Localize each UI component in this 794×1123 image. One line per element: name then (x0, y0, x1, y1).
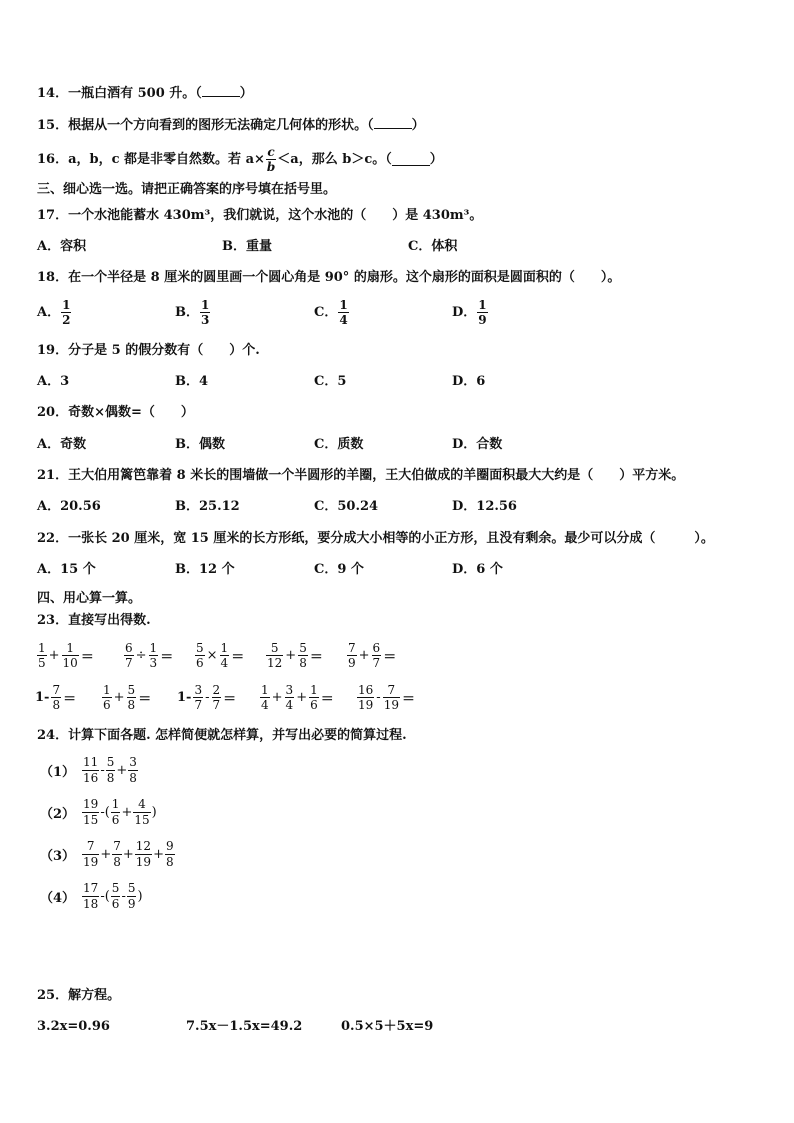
fraction: 17 18 (83, 881, 99, 911)
option-c[interactable]: C． $\frac{1}{4}$ (314, 298, 348, 327)
fraction: $\frac{2}{7}$ (212, 683, 221, 712)
fraction: $\frac{1}{3}$ (201, 298, 210, 327)
option-d[interactable]: D． $\frac{1}{9}$ (452, 298, 487, 327)
fraction: 5 9 (127, 881, 136, 911)
calc-item-4: （4） 17 18 -( 5 6 - 5 9 ) (40, 881, 143, 911)
fraction: $\frac{c}{b}$ (266, 145, 276, 174)
calc-item-2: （2） 19 15 -( 1 6 + $\frac{4}{15}$ ) (40, 797, 157, 827)
fraction: $\frac{1}{9}$ (478, 298, 487, 327)
equation-1: 3.2x=0.96 (37, 1019, 110, 1034)
question-17: 17．一个水池能蓄水 430m³，我们就说，这个水池的（ ）是 430m³。 (37, 208, 483, 223)
option-a[interactable]: A． $\frac{1}{2}$ (37, 298, 71, 327)
fraction: $\frac{7}{8}$ (52, 683, 61, 712)
option-b[interactable]: B．偶数 (175, 437, 225, 452)
section-4-heading: 四、用心算一算。 (37, 591, 142, 606)
fraction: $\frac{7}{8}$ (113, 839, 121, 869)
option-a[interactable]: A．奇数 (37, 437, 87, 452)
fraction: $\frac{1}{6}$ (103, 683, 111, 712)
option-c[interactable]: C．50.24 (314, 499, 379, 514)
fraction: $\frac{6}{7}$ (125, 641, 133, 670)
option-c[interactable]: C．质数 (314, 437, 364, 452)
mental-calc-expr: $\frac{7}{9}$ + $\frac{6}{7}$ ＝ (348, 641, 397, 670)
fraction: $\frac{5}{6}$ (196, 641, 204, 670)
option-a[interactable]: A．3 (37, 374, 70, 389)
fraction: $\frac{1}{2}$ (62, 298, 71, 327)
fraction: $\frac{1}{4}$ (220, 641, 229, 670)
question-16: 16．a，b，c 都是非零自然数。若 a× $\frac{c}{b}$ ＜a，那么 b＞c。（ ） (37, 145, 443, 174)
option-d[interactable]: D．6 (452, 374, 486, 389)
fraction: 19 15 (83, 797, 99, 827)
question-20: 20．奇数×偶数=（ ） (37, 405, 194, 420)
answer-blank[interactable] (392, 153, 430, 166)
question-25: 25．解方程。 (37, 988, 121, 1003)
question-14: 14．一瓶白酒有 500 升。（ ） (37, 86, 253, 101)
fraction: $\frac{1}{10}$ (62, 641, 78, 670)
fraction: $\frac{1}{6}$ (310, 683, 318, 712)
answer-blank[interactable] (202, 84, 240, 97)
equation-2: 7.5x－1.5x=49.2 (186, 1019, 303, 1034)
fraction: 1 6 (111, 797, 120, 827)
section-3-heading: 三、细心选一选。请把正确答案的序号填在括号里。 (37, 182, 337, 197)
mental-calc-expr: 1- $\frac{3}{7}$ - $\frac{2}{7}$ ＝ (177, 683, 237, 712)
fraction: $\frac{16}{19}$ (358, 683, 374, 712)
fraction: 11 16 (83, 755, 99, 785)
option-b[interactable]: B． $\frac{1}{3}$ (175, 298, 210, 327)
mental-calc-expr: $\frac{1}{4}$ + $\frac{3}{4}$ + $\frac{1}{6}$ ＝ (261, 683, 334, 712)
mental-calc-expr: $\frac{5}{6}$ × $\frac{1}{4}$ ＝ (196, 641, 245, 670)
fraction: $\frac{1}{3}$ (149, 641, 158, 670)
option-d[interactable]: D．12.56 (452, 499, 517, 514)
fraction: $\frac{7}{9}$ (348, 641, 356, 670)
fraction: $\frac{5}{8}$ (127, 683, 136, 712)
fraction: $\frac{3}{7}$ (194, 683, 203, 712)
mental-calc-expr: $\frac{16}{19}$ - $\frac{7}{19}$ ＝ (358, 683, 415, 712)
option-d[interactable]: D．6 个 (452, 562, 503, 577)
answer-blank[interactable] (374, 116, 412, 129)
option-a[interactable]: A．20.56 (37, 499, 101, 514)
fraction: $\frac{12}{19}$ (135, 839, 152, 869)
option-b[interactable]: B．25.12 (175, 499, 240, 514)
option-d[interactable]: D．合数 (452, 437, 503, 452)
question-21: 21．王大伯用篱笆靠着 8 米长的围墙做一个半圆形的羊圈，王大伯做成的羊圈面积最大大约是（ ）平方米。 (37, 468, 685, 483)
option-c[interactable]: C．体积 (408, 239, 458, 254)
fraction: $\frac{1}{4}$ (261, 683, 269, 712)
fraction: $\frac{1}{5}$ (38, 641, 46, 670)
option-c[interactable]: C．9 个 (314, 562, 364, 577)
fraction: $\frac{7}{19}$ (383, 683, 399, 712)
question-22: 22．一张长 20 厘米，宽 15 厘米的长方形纸，要分成大小相等的小正方形，且没有剩余。最少可以分成（ ）。 (37, 531, 714, 546)
option-c[interactable]: C．5 (314, 374, 347, 389)
mental-calc-expr: $\frac{6}{7}$ ÷ $\frac{1}{3}$ ＝ (125, 641, 174, 670)
option-b[interactable]: B．重量 (222, 239, 272, 254)
calc-item-1: （1） 11 16 - 5 8 + $\frac{3}{8}$ (40, 755, 137, 785)
question-18: 18．在一个半径是 8 厘米的圆里画一个圆心角是 90° 的扇形。这个扇形的面积是圆面积的（ ）。 (37, 270, 621, 285)
fraction: $\frac{3}{8}$ (129, 755, 137, 785)
question-15: 15．根据从一个方向看到的图形无法确定几何体的形状。（ ） (37, 118, 425, 133)
question-19: 19．分子是 5 的假分数有（ ）个. (37, 343, 260, 358)
fraction: 5 6 (111, 881, 120, 911)
fraction: 5 8 (106, 755, 115, 785)
fraction: $\frac{4}{15}$ (134, 797, 150, 827)
fraction: 7 19 (83, 839, 99, 869)
option-b[interactable]: B．4 (175, 374, 209, 389)
equation-3: 0.5×5＋5x=9 (341, 1019, 434, 1034)
fraction: $\frac{9}{8}$ (165, 839, 174, 869)
question-24: 24．计算下面各题. 怎样简便就怎样算，并写出必要的简算过程. (37, 728, 407, 743)
calc-item-3: （3） 7 19 + $\frac{7}{8}$ + $\frac{12}{19}$ + $\frac{9}{8}$ (40, 839, 174, 869)
mental-calc-expr: $\frac{5}{12}$ + $\frac{5}{8}$ ＝ (267, 641, 323, 670)
mental-calc-expr: $\frac{1}{5}$ + $\frac{1}{10}$ ＝ (38, 641, 94, 670)
question-23: 23．直接写出得数. (37, 613, 151, 628)
option-a[interactable]: A．15 个 (37, 562, 96, 577)
fraction: $\frac{3}{4}$ (285, 683, 294, 712)
fraction: $\frac{1}{4}$ (339, 298, 348, 327)
mental-calc-expr: $\frac{1}{6}$ + $\frac{5}{8}$ ＝ (103, 683, 152, 712)
fraction: $\frac{6}{7}$ (372, 641, 381, 670)
option-a[interactable]: A．容积 (37, 239, 87, 254)
mental-calc-expr: 1- $\frac{7}{8}$ ＝ (35, 683, 77, 712)
fraction: $\frac{5}{12}$ (267, 641, 283, 670)
fraction: $\frac{5}{8}$ (299, 641, 307, 670)
option-b[interactable]: B．12 个 (175, 562, 235, 577)
